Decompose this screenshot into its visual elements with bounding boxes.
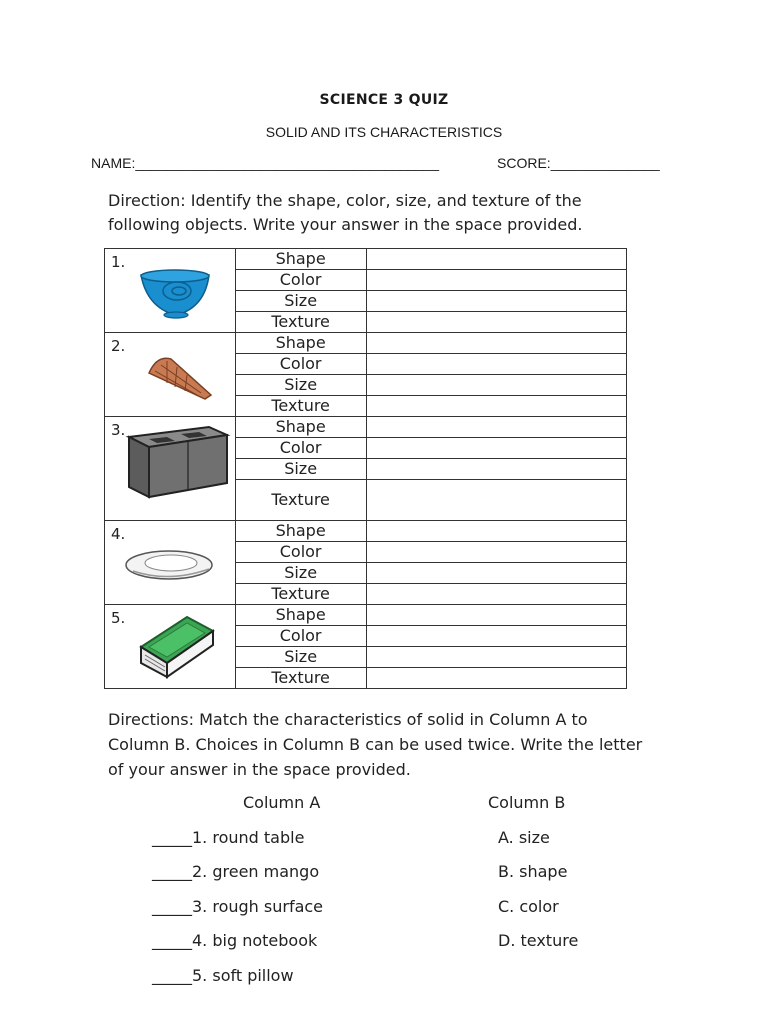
column-b-item: B. shape [498, 862, 568, 881]
item-number: 3. [111, 421, 126, 439]
score-blank: ______________ [550, 155, 660, 171]
label-texture: Texture [235, 396, 366, 417]
name-label: NAME: [91, 155, 136, 171]
part2-direction-line: of your answer in the space provided. [108, 760, 411, 779]
column-b-header: Column B [488, 793, 566, 812]
column-b-item: D. texture [498, 931, 579, 950]
column-a-item[interactable]: _____2. green mango [152, 862, 320, 881]
item-number: 5. [111, 609, 126, 627]
score-field[interactable] [497, 155, 660, 171]
blue-bowl-icon [105, 249, 235, 337]
label-color: Color [235, 626, 366, 647]
label-shape: Shape [235, 521, 366, 542]
identification-table [104, 248, 627, 689]
label-shape: Shape [235, 417, 366, 438]
item-image-cell [105, 417, 236, 521]
answer-cell[interactable] [366, 375, 626, 396]
part1-direction-line: Direction: Identify the shape, color, size, and texture of the [108, 191, 582, 210]
column-a-item[interactable]: _____3. rough surface [152, 897, 324, 916]
table-row [105, 249, 627, 270]
item-image-cell [105, 333, 236, 417]
answer-cell[interactable] [366, 396, 626, 417]
label-texture: Texture [235, 584, 366, 605]
label-texture: Texture [235, 312, 366, 333]
column-b-item: A. size [498, 828, 550, 847]
label-color: Color [235, 354, 366, 375]
green-book-icon [105, 605, 235, 691]
table-row [105, 521, 627, 542]
name-field[interactable] [91, 155, 439, 171]
ice-cream-cone-icon [105, 333, 235, 419]
column-a-item[interactable]: _____4. big notebook [152, 931, 318, 950]
label-color: Color [235, 542, 366, 563]
column-a-header: Column A [243, 793, 321, 812]
part1-directions [108, 189, 608, 237]
answer-cell[interactable] [366, 438, 626, 459]
label-texture: Texture [235, 480, 366, 521]
table-row [105, 605, 627, 626]
table-row [105, 417, 627, 438]
answer-cell[interactable] [366, 270, 626, 291]
answer-cell[interactable] [366, 417, 626, 438]
label-texture: Texture [235, 668, 366, 689]
part2-direction-line: Directions: Match the characteristics of solid in Column A to [108, 710, 588, 729]
part1-direction-line: following objects. Write your answer in the space provided. [108, 215, 583, 234]
score-label: SCORE: [497, 155, 551, 171]
plate-icon [105, 521, 235, 607]
label-color: Color [235, 438, 366, 459]
part2-directions [108, 707, 668, 782]
label-size: Size [235, 459, 366, 480]
label-shape: Shape [235, 333, 366, 354]
column-a-item[interactable]: _____1. round table [152, 828, 305, 847]
label-shape: Shape [235, 249, 366, 270]
item-image-cell [105, 249, 236, 333]
label-shape: Shape [235, 605, 366, 626]
answer-cell[interactable] [366, 354, 626, 375]
quiz-title: SCIENCE 3 QUIZ [319, 92, 449, 108]
answer-cell[interactable] [366, 668, 626, 689]
answer-cell[interactable] [366, 480, 626, 521]
answer-cell[interactable] [366, 459, 626, 480]
item-number: 1. [111, 253, 126, 271]
quiz-subtitle: SOLID AND ITS CHARACTERISTICS [265, 124, 503, 140]
label-size: Size [235, 647, 366, 668]
label-size: Size [235, 291, 366, 312]
part2-direction-line: Column B. Choices in Column B can be used twice. Write the letter [108, 735, 643, 754]
name-blank: _______________________________________ [135, 155, 440, 171]
column-a-item[interactable]: _____5. soft pillow [152, 966, 294, 985]
item-image-cell [105, 521, 236, 605]
answer-cell[interactable] [366, 291, 626, 312]
answer-cell[interactable] [366, 563, 626, 584]
label-size: Size [235, 375, 366, 396]
concrete-block-icon [105, 417, 235, 521]
answer-cell[interactable] [366, 333, 626, 354]
table-row [105, 333, 627, 354]
answer-cell[interactable] [366, 542, 626, 563]
answer-cell[interactable] [366, 312, 626, 333]
answer-cell[interactable] [366, 647, 626, 668]
column-b-item: C. color [498, 897, 559, 916]
answer-cell[interactable] [366, 584, 626, 605]
item-image-cell [105, 605, 236, 689]
answer-cell[interactable] [366, 605, 626, 626]
answer-cell[interactable] [366, 626, 626, 647]
item-number: 2. [111, 337, 126, 355]
answer-cell[interactable] [366, 521, 626, 542]
label-size: Size [235, 563, 366, 584]
answer-cell[interactable] [366, 249, 626, 270]
label-color: Color [235, 270, 366, 291]
item-number: 4. [111, 525, 126, 543]
